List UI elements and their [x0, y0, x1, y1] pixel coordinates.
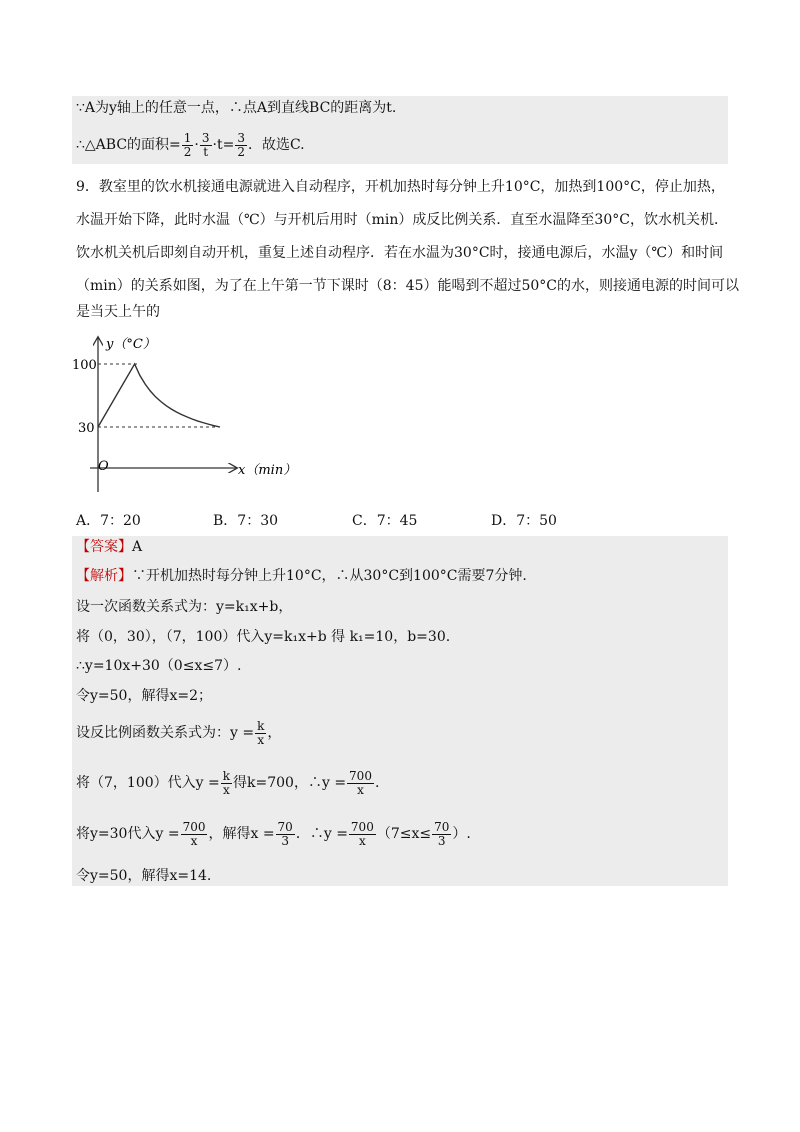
question-line-3: 饮水机关机后即刻自动开机，重复上述自动程序．若在水温为30°C时，接通电源后，水温y（℃）和时间: [76, 245, 724, 261]
analysis-line-8: 将y=30代入y = $\frac{700}{x}$ ，解得x = $\frac{70}{3}$ ．∴y = $\frac{700}{x}$ （7≤x≤ $\frac{70}{3}$ ）.: [76, 819, 471, 848]
y-axis-label: y（°C）: [106, 337, 156, 352]
answer-value: A: [132, 539, 143, 555]
analysis-tag: 【解析】: [76, 568, 132, 584]
analysis-line-2: 设一次函数关系式为：y=k₁x+b，: [76, 599, 293, 615]
option-d: D．7：50: [491, 513, 557, 529]
fraction-3-t: $\frac{3}{t}$: [201, 130, 210, 159]
answer-tag: 【答案】: [76, 539, 132, 555]
fraction-700-x-2: $\frac{700}{x}$: [182, 819, 206, 848]
fraction-1-2: $\frac{1}{2}$: [183, 130, 192, 159]
analysis-line-1: 【解析】∵开机加热时每分钟上升10°C，∴从30°C到100°C需要7分钟.: [76, 568, 527, 584]
x-axis-label: x（min）: [238, 463, 297, 478]
option-b: B．7：30: [213, 513, 279, 529]
fraction-k-x-2: $\frac{k}{x}$: [222, 768, 231, 797]
temperature-graph: [70, 330, 310, 500]
fraction-k-x: $\frac{k}{x}$: [257, 718, 265, 747]
question-line-4: （min）的关系如图，为了在上午第一节下课时（8：45）能喝到不超过50°C的水，则接通电源的时间可以: [76, 278, 740, 294]
fraction-700-x-3: $\frac{700}{x}$: [350, 819, 374, 848]
prev-line-1: ∵A为y轴上的任意一点，∴点A到直线BC的距离为t.: [76, 100, 397, 116]
fraction-70-3-2: $\frac{70}{3}$: [434, 819, 450, 848]
analysis-line-3: 将（0，30），（7，100）代入y=k₁x+b 得 k₁=10，b=30.: [76, 629, 451, 645]
question-line-1: 9．教室里的饮水机接通电源就进入自动程序，开机加热时每分钟上升10°C，加热到100°C，停止加热，: [76, 179, 725, 195]
answer-line: [76, 537, 142, 557]
fraction-700-x: $\frac{700}{x}$: [349, 768, 372, 797]
question-line-5: 是当天上午的: [76, 304, 160, 320]
y-tick-30: 30: [78, 421, 95, 436]
analysis-line-7: 将（7，100）代入y = $\frac{k}{x}$ 得k=700，∴y = $\frac{700}{x}$ .: [76, 768, 380, 797]
option-a: A．7：20: [76, 513, 141, 529]
analysis-line-4: ∴y=10x+30（0≤x≤7）.: [76, 658, 242, 674]
analysis-line-5: 令y=50，解得x=2；: [76, 688, 212, 704]
fraction-70-3: $\frac{70}{3}$: [277, 819, 293, 848]
fraction-3-2: $\frac{3}{2}$: [237, 130, 245, 159]
prev-line-2-pre: ∴△ABC的面积=: [76, 137, 181, 153]
prev-line-2: ∴△ABC的面积= $\frac{1}{2}$ · $\frac{3}{t}$ ·t= $\frac{3}{2}$ ．故选C.: [76, 130, 305, 159]
question-line-2: 水温开始下降，此时水温（℃）与开机后用时（min）成反比例关系．直至水温降至30°C，饮水机关机．: [76, 212, 728, 228]
y-tick-100: 100: [72, 358, 97, 373]
origin-label: O: [98, 459, 109, 474]
analysis-line-9: 令y=50，解得x=14.: [76, 868, 212, 884]
temperature-curve: [98, 364, 220, 427]
option-c: C．7：45: [352, 513, 418, 529]
analysis-line-6: 设反比例函数关系式为：y = $\frac{k}{x}$ ，: [76, 718, 282, 747]
